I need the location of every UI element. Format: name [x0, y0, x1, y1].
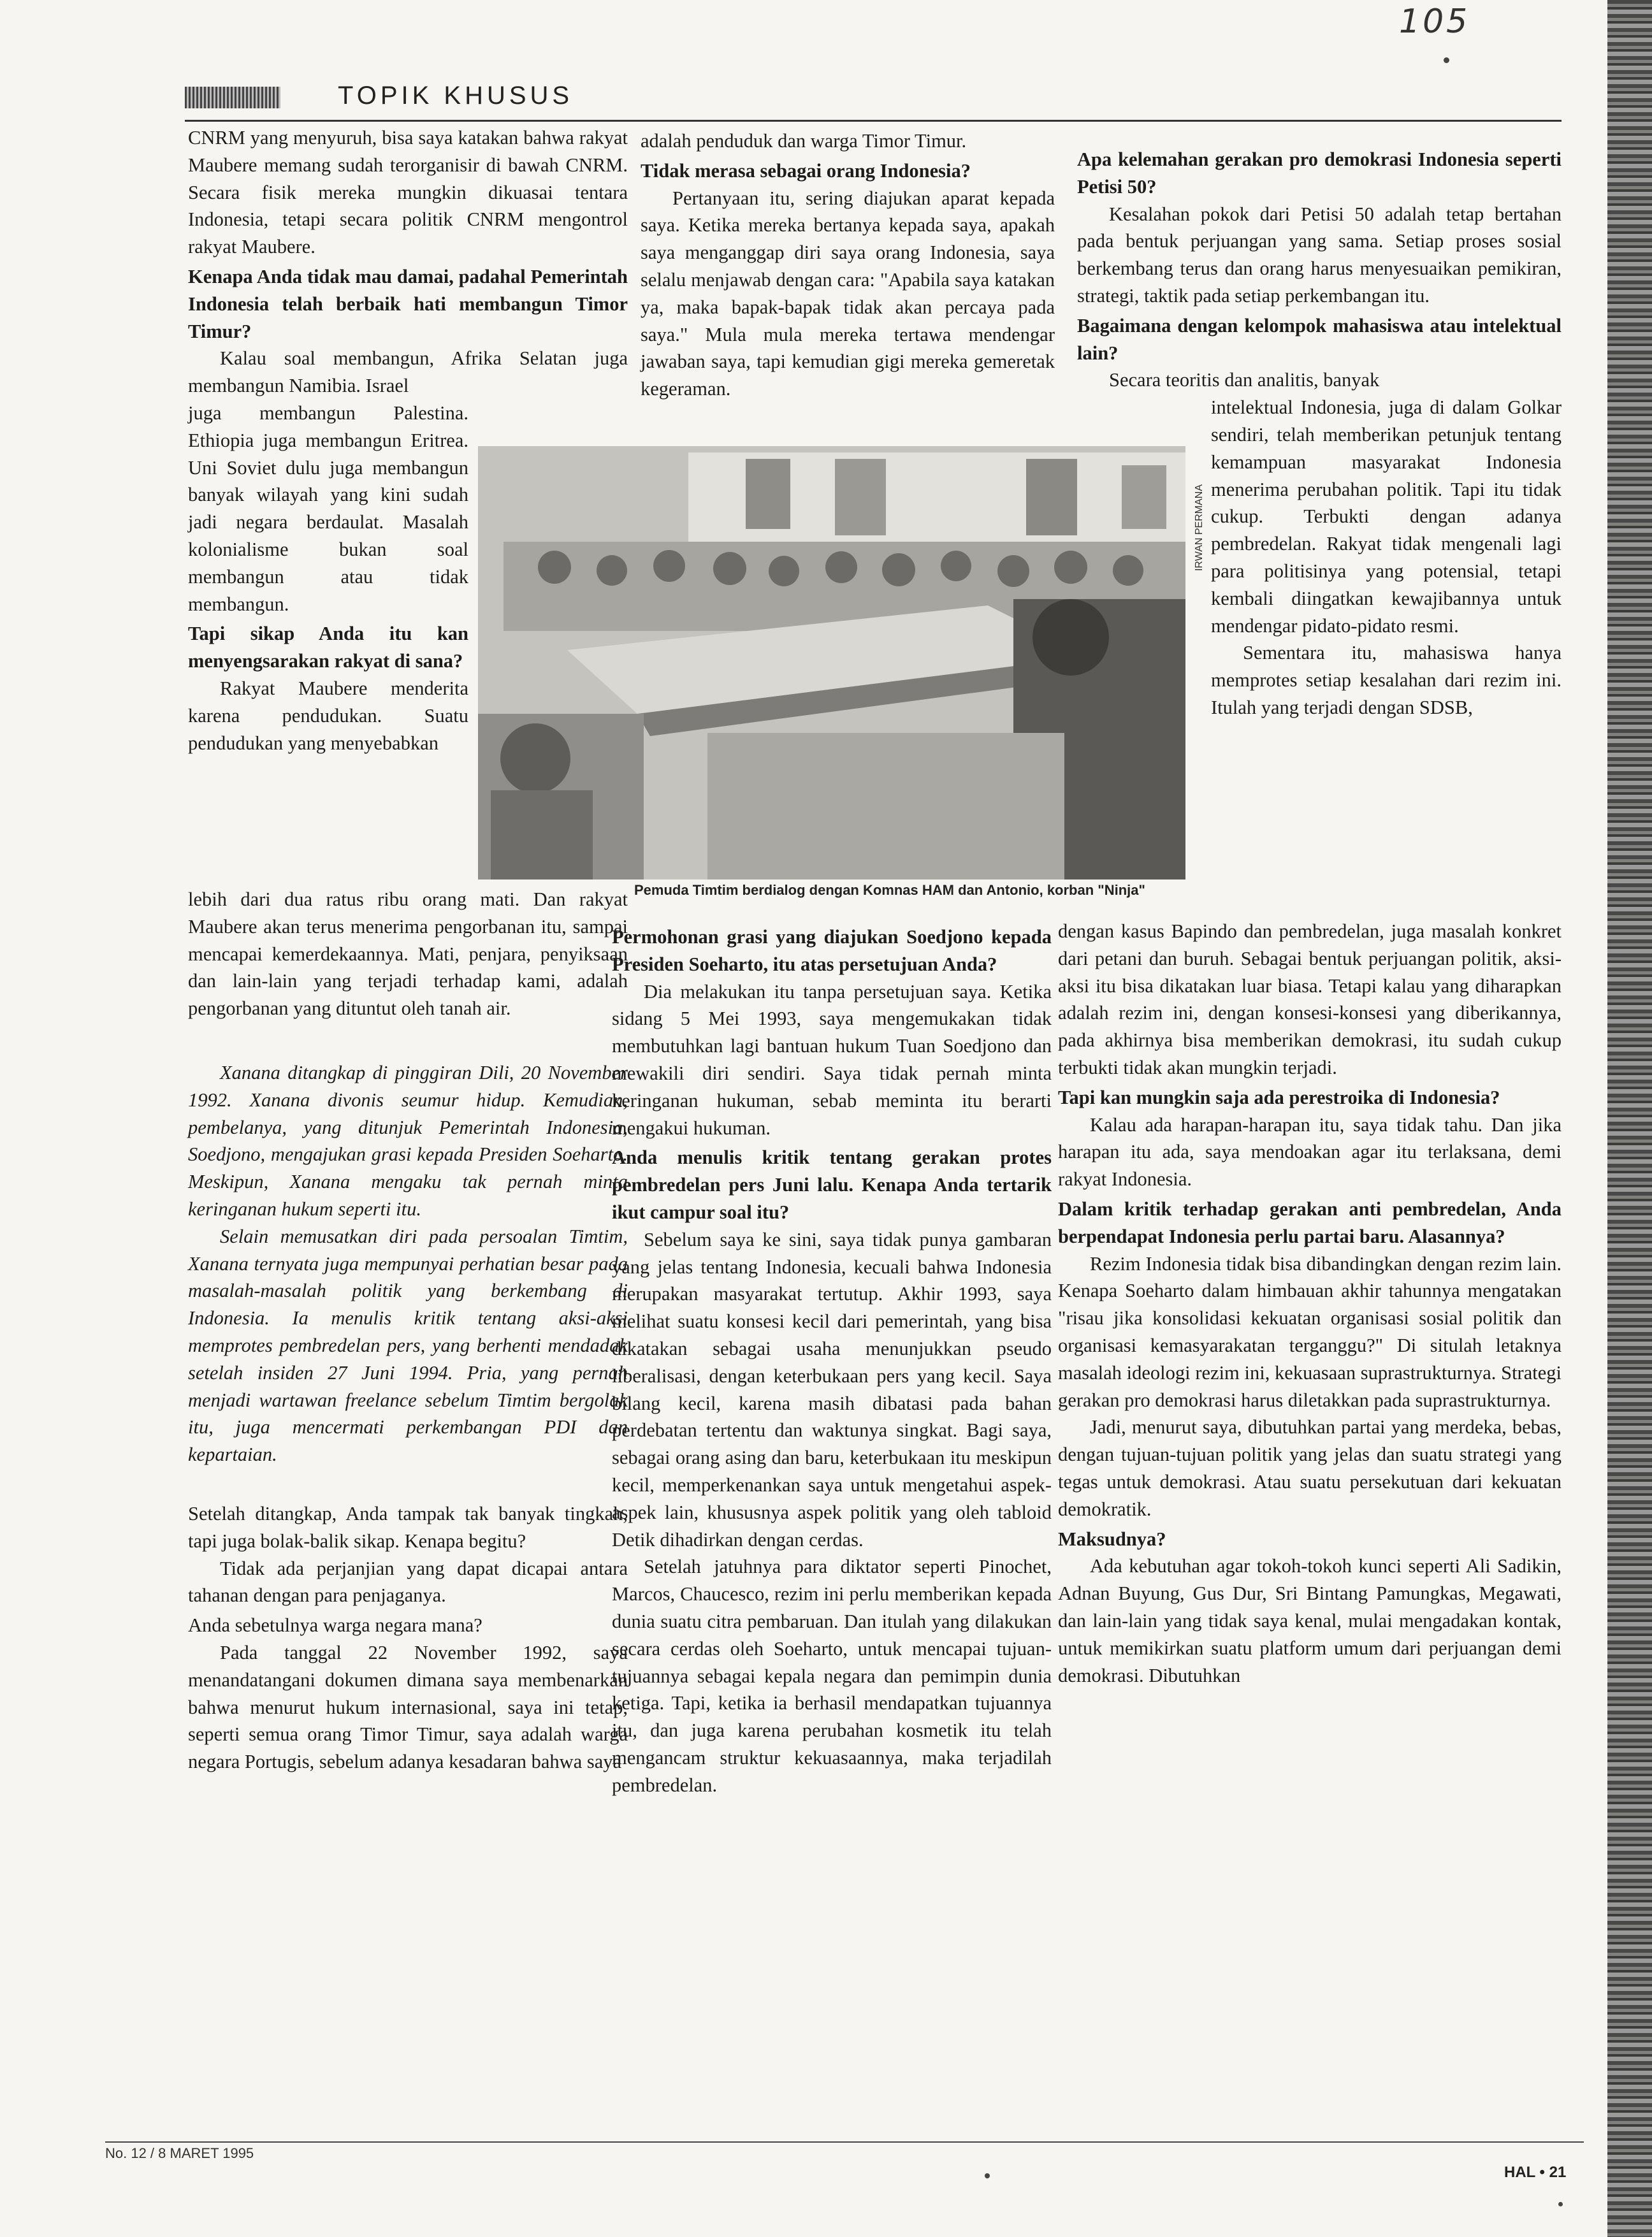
photo-credit: IRWAN PERMANA [1194, 484, 1205, 572]
answer-paragraph: intelektual Indonesia, juga di dalam Golkar sendiri, telah memberikan petunjuk tentang kemampuan masyarakat Indonesia menerima perubahan politik. Tapi itu tidak cukup. Terbukti dengan adanya pembredelan. Rakyat tidak mengenali lagi para politisinya yang potensial, tetapi kembali diingatkan kewajibannya untuk mendengar pidato-pidato resmi. [1211, 396, 1561, 637]
question: Anda sebetulnya warga negara mana? [188, 1614, 482, 1637]
question: Apa kelemahan gerakan pro demokrasi Indonesia seperti Petisi 50? [1077, 148, 1561, 198]
column-3-lower [1058, 918, 1561, 1689]
header-rule [185, 120, 1561, 122]
answer-paragraph: Jadi, menurut saya, dibutuhkan partai yang merdeka, bebas, dengan tujuan-tujuan politik yang jelas dan suatu strategi yang tegas untuk demokrasi. Atau suatu persekutuan dari kekuatan demokratik. [1058, 1416, 1561, 1520]
question: Tapi sikap Anda itu kan menyengsarakan rakyat di sana? [188, 623, 468, 672]
answer-paragraph: Ada kebutuhan agar tokoh-tokoh kunci seperti Ali Sadikin, Adnan Buyung, Gus Dur, Sri Bintang Pamungkas, Megawati, dan lain-lain yang tidak saya kenal, mulai mengadakan kontak, untuk memikirkan suatu platform umum dari perjuangan demi demokrasi. Dibutuhkan [1058, 1555, 1561, 1686]
sidebar-paragraph: Selain memusatkan diri pada persoalan Timtim, Xanana ternyata juga mempunyai perhatian besar pada masalah-masalah politik yang berkembang di Indonesia. Ia menulis kritik tentang aksi-aksi memprotes pembredelan pers, yang berhenti mendadak setelah insiden 27 Juni 1994. Pria, yang pernah menjadi wartawan freelance sebelum Timtim bergolak itu, juga mencermati perkembangan PDI dan kepartaian. [188, 1225, 628, 1466]
page-number: HAL • 21 [1504, 2164, 1567, 2181]
answer-paragraph: Rakyat Maubere menderita karena pendudukan. Suatu pendudukan yang menyebabkan [188, 677, 468, 754]
question: Anda menulis kritik tentang gerakan protes pembredelan pers Juni lalu. Kenapa Anda tertarik ikut campur soal itu? [612, 1147, 1052, 1223]
section-header [185, 82, 1568, 120]
question: Bagaimana dengan kelompok mahasiswa atau intelektual lain? [1077, 314, 1561, 364]
answer-paragraph: Rezim Indonesia tidak bisa dibandingkan dengan rezim lain. Kenapa Soeharto dalam himbauan akhir tahunnya mengatakan "risau jika konsolidasi kekuatan organisasi sosial politik dan organisasi kemasyarakatan terganggu?" Di situlah letaknya masalah ideologi rezim ini, kekuasaan suprastrukturnya. Strategi gerakan pro demokrasi harus diletakkan pada suprastrukturnya. [1058, 1252, 1561, 1411]
issue-label: No. 12 / 8 MARET 1995 [105, 2145, 254, 2161]
answer-paragraph: Setelah jatuhnya para diktator seperti Pinochet, Marcos, Chaucesco, rezim ini perlu memberikan kepada dunia suatu citra pembaruan. Dan itulah yang dilakukan secara cerdas oleh Soeharto, untuk mencapai tujuan-tujuannya sebagai kepala negara dan pemimpin dunia ketiga. Tapi, ketika ia berhasil mendapatkan tujuannya itu, dan juga karena perubahan kosmetik itu telah mengancam struktur kekuasaannya, maka terjadilah pembredelan. [612, 1556, 1052, 1796]
answer-paragraph: Pada tanggal 22 November 1992, saya menandatangani dokumen dimana saya membenarkan bahwa menurut hukum internasional, saya ini tetap, seperti semua orang Timor Timur, saya adalah warga negara Portugis, sebelum adanya kesadaran bahwa saya [188, 1641, 628, 1773]
scan-speck [985, 2173, 990, 2178]
answer-paragraph: Kesalahan pokok dari Petisi 50 adalah tetap bertahan pada bentuk perjuangan yang sama. Setiap proses sosial berkembang terus dan orang harus menyesuaikan pemikiran, strategi, taktik pada setiap perkembangan itu. [1077, 203, 1561, 307]
column-2-bottom [612, 921, 1052, 1799]
answer-paragraph: Dia melakukan itu tanpa persetujuan saya. Ketika sidang 5 Mei 1993, saya mengemukakan tidak membutuhkan lagi bantuan hukum Tuan Soedjono dan mewakili diri sendiri. Saya tidak pernah minta keringanan hukuman, sebab meminta itu berarti mengakui hukuman. [612, 980, 1052, 1139]
handwritten-page-number: 105 [1399, 3, 1470, 41]
question: Dalam kritik terhadap gerakan anti pembredelan, Anda berpendapat Indonesia perlu partai baru. Alasannya? [1058, 1198, 1561, 1247]
column-2-top [641, 127, 1055, 403]
narrow-text-block [188, 400, 468, 757]
answer-paragraph: CNRM yang menyuruh, bisa saya katakan bahwa rakyat Maubere memang sudah terorganisir di bawah CNRM. Secara fisik mereka mungkin dikuasai tentara Indonesia, tetapi secara politik CNRM mengontrol rakyat Maubere. [188, 127, 628, 258]
question: Kenapa Anda tidak mau damai, padahal Pemerintah Indonesia telah berbaik hati membangun Timor Timur? [188, 265, 628, 342]
answer-paragraph: lebih dari dua ratus ribu orang mati. Dan rakyat Maubere akan terus menerima pengorbanan itu, sampai mencapai kemerdekaannya. Mati, penjara, penyiksaan dan lain-lain yang terjadi terhadap kami, adalah pengorbanan yang dituntut oleh tanah air. [188, 888, 628, 1020]
column-3 [1058, 143, 1561, 1686]
question: Tapi kan mungkin saja ada perestroika di Indonesia? [1058, 1086, 1500, 1108]
footer-rule [105, 2141, 1584, 2143]
answer-paragraph: Kalau ada harapan-harapan itu, saya tidak tahu. Dan jika harapan itu ada, saya mendoakan agar itu terlaksana, demi rakyat Indonesia. [1058, 1113, 1561, 1191]
scan-speck [1444, 57, 1449, 63]
column-1-lower [188, 886, 628, 1776]
narrow-text-block [1211, 394, 1561, 721]
answer-paragraph: Sebelum saya ke sini, saya tidak punya gambaran yang jelas tentang Indonesia, kecuali bahwa Indonesia merupakan masyarakat tertutup. Akhir 1993, saya melihat suatu konsesi kecil dari pemerintah, yang bisa dikatakan sebagai usaha menunjukkan pseudo liberalisasi, dengan keterbukaan pers yang kecil. Saya bilang kecil, karena masih dibatasi pada bahan perdebatan tertentu dan waktunya singkat. Bagi saya, sebagai orang asing dan baru, keterbukaan itu meskipun kecil, memperkenankan saya untuk mengetahui aspek-aspek lain, khususnya aspek politik yang oleh tabloid Detik dihadirkan dengan cerdas. [612, 1228, 1052, 1551]
section-title: TOPIK KHUSUS [338, 82, 574, 110]
photo-caption: Pemuda Timtim berdialog dengan Komnas HAM dan Antonio, korban "Ninja" [634, 882, 1145, 898]
answer-paragraph: Sementara itu, mahasiswa hanya memprotes setiap kesalahan dari rezim ini. Itulah yang terjadi dengan SDSB, [1211, 642, 1561, 718]
question: Tidak merasa sebagai orang Indonesia? [641, 159, 971, 182]
question: Setelah ditangkap, Anda tampak tak banyak tingkah, tapi juga bolak-balik sikap. Kenapa begitu? [188, 1502, 628, 1552]
answer-paragraph: Secara teoritis dan analitis, banyak [1109, 369, 1380, 391]
answer-paragraph: Tidak ada perjanjian yang dapat dicapai antara tahanan dengan para penjaganya. [188, 1557, 628, 1607]
answer-paragraph: juga membangun Palestina. Ethiopia juga membangun Eritrea. Uni Soviet dulu juga membangun banyak wilayah yang kini sudah jadi negara berdaulat. Masalah kolonialisme bukan soal membangun atau tidak membangun. [188, 402, 468, 615]
answer-paragraph: dengan kasus Bapindo dan pembredelan, juga masalah konkret dari petani dan buruh. Sebagai bentuk perjuangan politik, aksi-aksi itu bisa dikatakan luar biasa. Tetapi kalau yang diharapkan adalah rezim ini, dengan konsesi-konsesi yang diberikannya, pada akhirnya bisa memberikan demokrasi, itu sudah cukup terbukti tidak akan mungkin terjadi. [1058, 920, 1561, 1078]
answer-paragraph: Pertanyaan itu, sering diajukan aparat kepada saya. Ketika mereka bertanya kepada saya, apakah saya menganggap diri saya orang Indonesia, saya selalu menjawab dengan cara: "Apabila saya katakan ya, maka bapak-bapak tidak akan percaya pada saya." Mula mula mereka tertawa mendengar jawaban saya, tapi kemudian gigi mereka gemeretak kegeraman. [641, 187, 1055, 400]
question: Maksudnya? [1058, 1528, 1166, 1550]
header-decor-bar [185, 87, 280, 108]
answer-paragraph: Kalau soal membangun, Afrika Selatan juga membangun Namibia. Israel [188, 347, 628, 397]
scan-edge-noise [1607, 0, 1652, 2237]
sidebar-paragraph: Xanana ditangkap di pinggiran Dili, 20 November 1992. Xanana divonis seumur hidup. Kemudian, pembelanya, yang ditunjuk Pemerintah Indonesia, Soedjono, mengajukan grasi kepada Presiden Soeharto. Meskipun, Xanana mengaku tak pernah minta keringanan hukum seperti itu. [188, 1061, 628, 1220]
question: Permohonan grasi yang diajukan Soedjono kepada Presiden Soeharto, itu atas persetujuan Anda? [612, 926, 1052, 975]
scan-speck [1558, 2202, 1563, 2206]
answer-paragraph: adalah penduduk dan warga Timor Timur. [641, 130, 967, 152]
